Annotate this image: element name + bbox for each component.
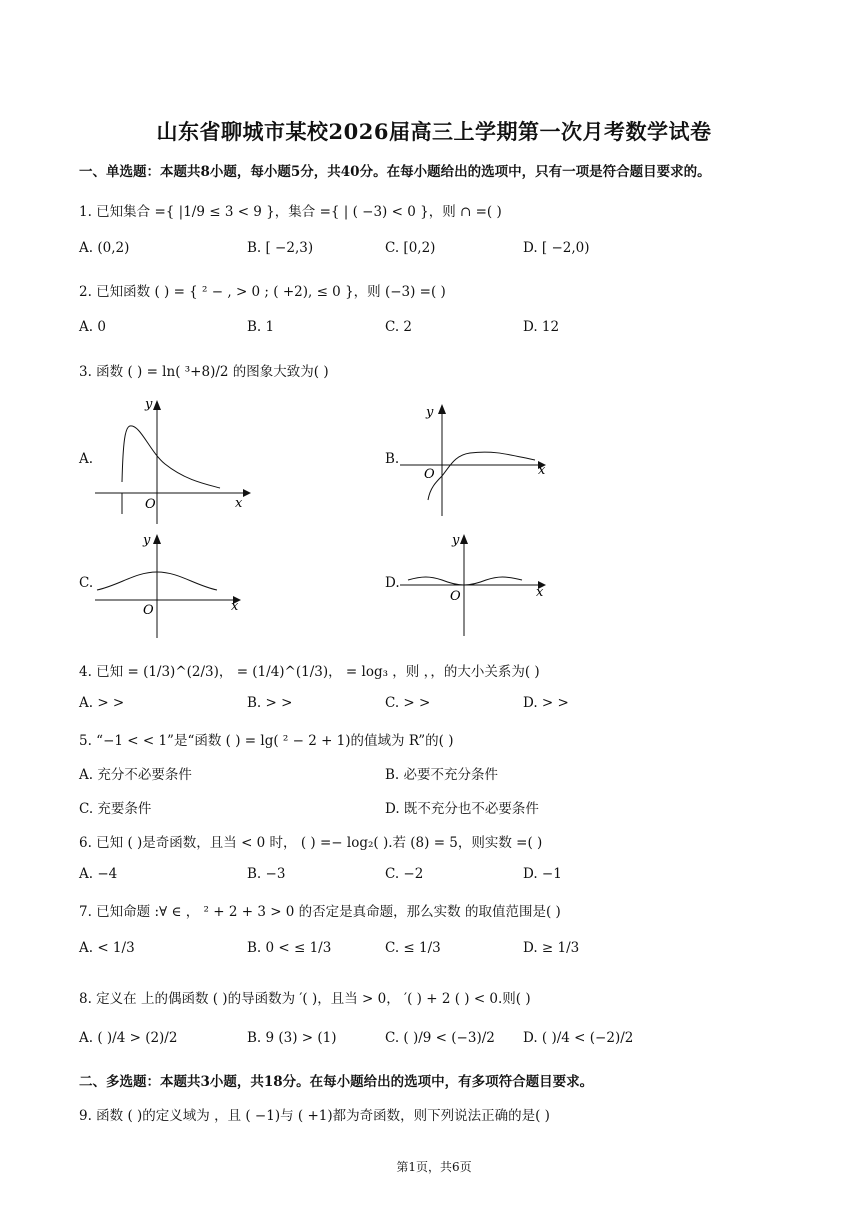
option-b: B. 1 [247, 319, 275, 335]
graph-b [400, 400, 560, 516]
option-a: A. > > [79, 695, 125, 711]
option-a: A. 充分不必要条件 [79, 767, 192, 783]
graph-a [95, 392, 255, 524]
section-heading-multi-choice: 二、多选题：本题共3小题，共18分。在每小题给出的选项中，有多项符合题目要求。 [79, 1074, 594, 1090]
option-d: D. 既不充分也不必要条件 [385, 801, 539, 817]
option-c: C. [79, 575, 94, 591]
x-axis-label: x [231, 599, 239, 614]
page-footer: 第1页，共6页 [396, 1160, 472, 1174]
option-d: D. ( )/4 < (−2)/2 [523, 1030, 634, 1046]
question-9-stem: 9. 函数 ( )的定义域为 ，且 ( −1)与 ( +1)都为奇函数，则下列说法正确的是( ) [79, 1108, 550, 1124]
option-c: C. ( )/9 < (−3)/2 [385, 1030, 495, 1046]
option-a: A. ( )/4 > (2)/2 [79, 1030, 178, 1046]
question-1-stem: 1. 已知集合 ={ |1/9 ≤ 3 < 9 }，集合 ={ | ( −3) < 0 }，则 ∩ =( ) [79, 204, 502, 220]
option-d: D. [385, 575, 400, 591]
page-title: 山东省聊城市某校2026届高三上学期第一次月考数学试卷 [156, 119, 712, 144]
question-6-stem: 6. 已知 ( )是奇函数，且当 < 0 时， ( ) =− log₂( ).若 (8) = 5，则实数 =( ) [79, 835, 543, 851]
option-a: A. (0,2) [79, 240, 130, 256]
option-a: A. −4 [79, 866, 118, 882]
option-b: B. 0 < ≤ 1/3 [247, 940, 332, 956]
option-c: C. [0,2) [385, 240, 436, 256]
option-d: D. 12 [523, 319, 560, 335]
option-b: B. [385, 451, 400, 467]
option-a: A. [79, 451, 94, 467]
option-c: C. 充要条件 [79, 801, 152, 817]
x-axis-label: x [536, 585, 544, 600]
question-8-stem: 8. 定义在 上的偶函数 ( )的导函数为 ′( )，且当 > 0， ′( ) + 2 ( ) < 0.则( ) [79, 991, 531, 1007]
origin-label: O [143, 603, 154, 618]
question-4-stem: 4. 已知 = (1/3)^(2/3)， = (1/4)^(1/3)， = log₃ ，则 ，，的大小关系为( ) [79, 664, 540, 680]
option-b: B. > > [247, 695, 293, 711]
graph-d [400, 530, 560, 640]
option-d: D. [ −2,0) [523, 240, 590, 256]
origin-label: O [450, 589, 461, 604]
option-d: D. −1 [523, 866, 562, 882]
graph-c [95, 530, 255, 640]
origin-label: O [424, 467, 435, 482]
option-b: B. [ −2,3) [247, 240, 314, 256]
origin-label: O [145, 497, 156, 512]
x-axis-label: x [235, 496, 243, 511]
question-3-stem: 3. 函数 ( ) = ln( ³+8)/2 的图象大致为( ) [79, 364, 329, 380]
option-c: C. −2 [385, 866, 424, 882]
option-c: C. 2 [385, 319, 413, 335]
option-c: C. ≤ 1/3 [385, 940, 441, 956]
option-d: D. > > [523, 695, 569, 711]
option-a: A. 0 [79, 319, 106, 335]
option-c: C. > > [385, 695, 431, 711]
y-axis-label: y [426, 405, 434, 420]
y-axis-label: y [452, 533, 460, 548]
option-d: D. ≥ 1/3 [523, 940, 580, 956]
y-axis-label: y [143, 533, 151, 548]
option-b: B. 必要不充分条件 [385, 767, 499, 783]
option-b: B. 9 (3) > (1) [247, 1030, 337, 1046]
question-5-stem: 5. “−1 < < 1”是“函数 ( ) = lg( ² − 2 + 1)的值域为 R”的( ) [79, 733, 454, 749]
question-2-stem: 2. 已知函数 ( ) = { ² − , > 0 ; ( +2), ≤ 0 }，则 (−3) =( ) [79, 284, 446, 300]
question-7-stem: 7. 已知命题 :∀ ∈ ， ² + 2 + 3 > 0 的否定是真命题，那么实数 的取值范围是( ) [79, 904, 561, 920]
option-a: A. < 1/3 [79, 940, 135, 956]
section-heading-single-choice: 一、单选题：本题共8小题，每小题5分，共40分。在每小题给出的选项中，只有一项是符合题目要求的。 [79, 164, 711, 180]
x-axis-label: x [538, 463, 546, 478]
option-b: B. −3 [247, 866, 286, 882]
y-axis-label: y [145, 397, 153, 412]
